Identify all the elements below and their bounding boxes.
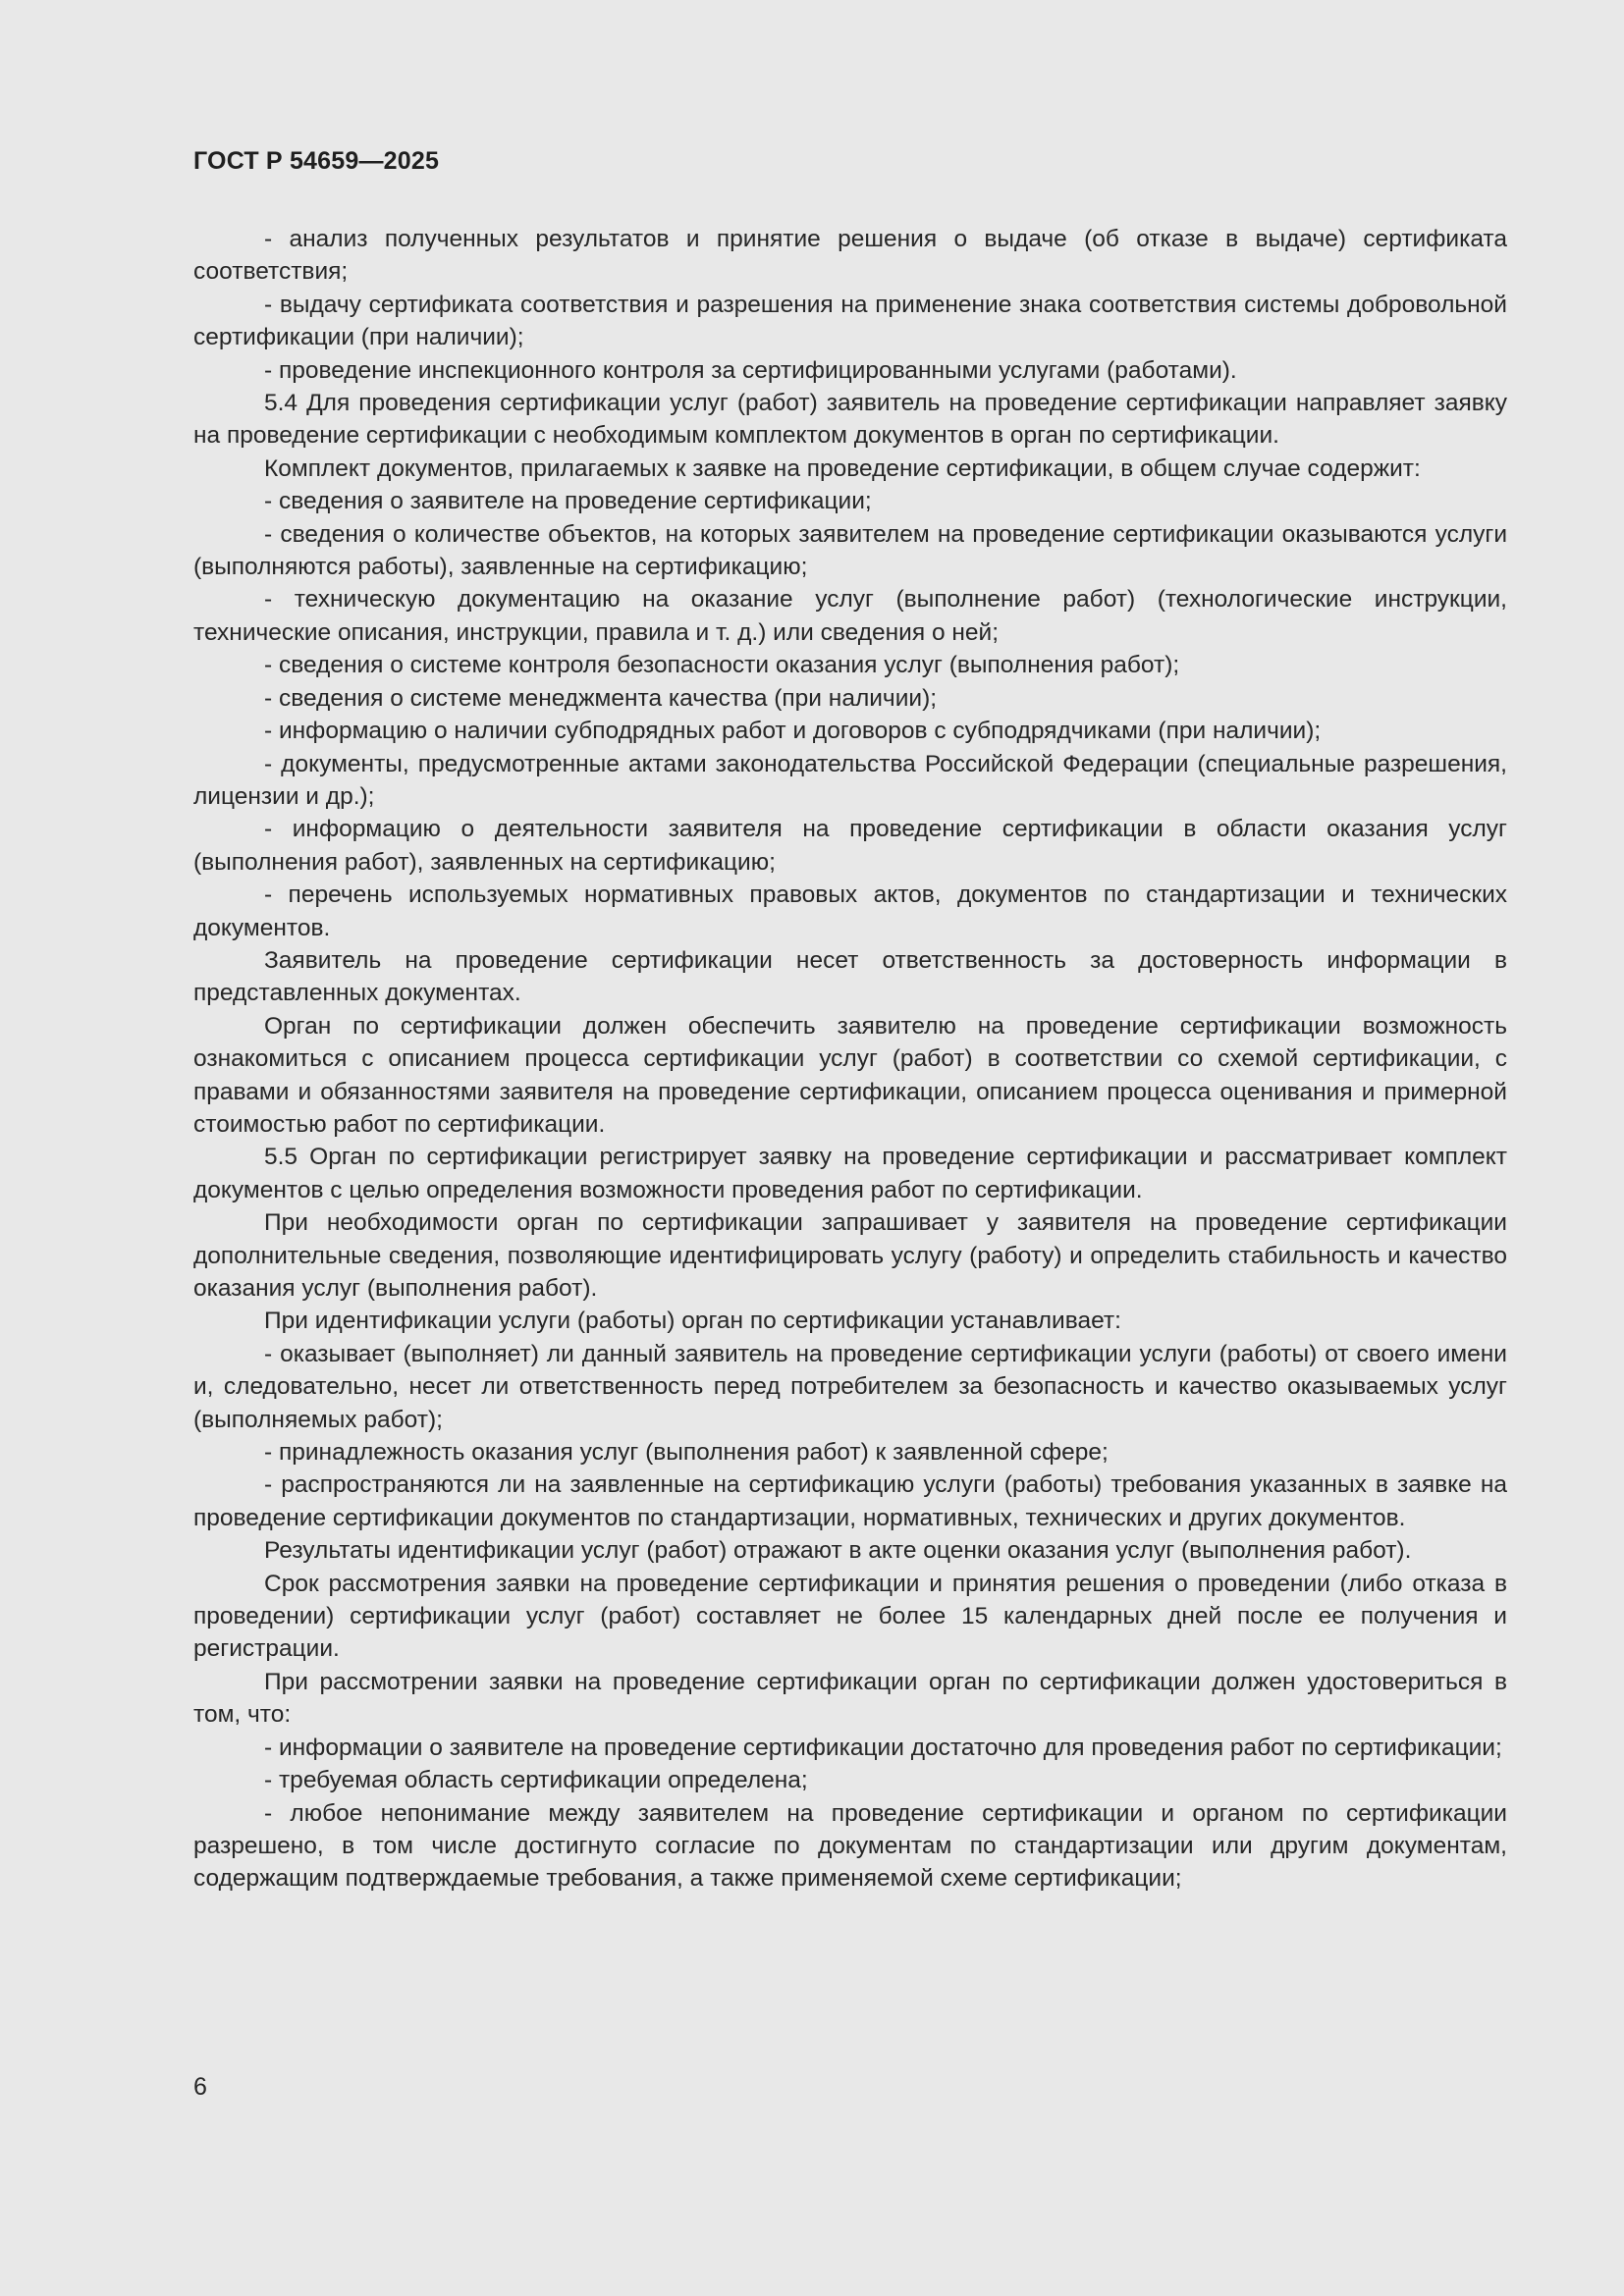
paragraph: - сведения о системе контроля безопасности оказания услуг (выполнения работ); — [264, 652, 1180, 679]
paragraph: - принадлежность оказания услуг (выполнения работ) к заявленной сфере; — [264, 1439, 1109, 1467]
paragraph: - перечень используемых нормативных правовых актов, документов по стандартизации и технических документов. — [193, 881, 1507, 941]
paragraph: 5.5 Орган по сертификации регистрирует заявку на проведение сертификации и рассматривает комплект документов с целью определения возможности проведения работ по сертификации. — [193, 1144, 1507, 1203]
paragraph: - требуемая область сертификации определена; — [264, 1767, 808, 1794]
paragraph: - выдачу сертификата соответствия и разрешения на применение знака соответствия системы добровольной сертификации (при наличии); — [193, 291, 1507, 351]
paragraph: Комплект документов, прилагаемых к заявке на проведение сертификации, в общем случае содержит: — [264, 454, 1421, 482]
paragraph: - анализ полученных результатов и принятие решения о выдаче (об отказе в выдаче) сертификата соответствия; — [193, 226, 1507, 286]
paragraph: При идентификации услуги (работы) орган по сертификации устанавливает: — [264, 1308, 1121, 1335]
paragraph: - оказывает (выполняет) ли данный заявитель на проведение сертификации услуги (работы) от своего имени и, следовательно, несет ли ответственность перед потребителем за безопасность и качество оказываемых услуг (выполняемых работ); — [193, 1340, 1507, 1433]
paragraph: - проведение инспекционного контроля за сертифицированными услугами (работами). — [264, 356, 1237, 384]
paragraph: При рассмотрении заявки на проведение сертификации орган по сертификации должен удостовериться в том, что: — [193, 1668, 1507, 1729]
paragraph: - сведения о количестве объектов, на которых заявителем на проведение сертификации оказываются услуги (выполняются работы), заявленные на сертификацию; — [193, 520, 1507, 581]
paragraph: - распространяются ли на заявленные на сертификацию услуги (работы) требования указанных в заявке на проведение сертификации документов по стандартизации, нормативных, технических и других документов. — [193, 1471, 1507, 1531]
paragraph: Заявитель на проведение сертификации несет ответственность за достоверность информации в представленных документах. — [193, 946, 1507, 1007]
paragraph: - сведения о заявителе на проведение сертификации; — [264, 488, 872, 515]
paragraph: Орган по сертификации должен обеспечить заявителю на проведение сертификации возможность ознакомиться с описанием процесса сертификации услуг (работ) в соответствии со схемой сертификации, с правами и обязанностями заявителя на проведение сертификации, описанием процесса оценивания и примерной стоимостью работ по сертификации. — [193, 1012, 1507, 1138]
document-body — [193, 223, 1507, 1896]
paragraph: Результаты идентификации услуг (работ) отражают в акте оценки оказания услуг (выполнения работ). — [264, 1537, 1412, 1565]
paragraph: - информацию о наличии субподрядных работ и договоров с субподрядчиками (при наличии); — [264, 718, 1322, 745]
paragraph: Срок рассмотрения заявки на проведение сертификации и принятия решения о проведении (либо отказа в проведении) сертификации услуг (работ) составляет не более 15 календарных дней после ее получения и регистрации. — [193, 1570, 1507, 1663]
paragraph: - документы, предусмотренные актами законодательства Российской Федерации (специальные разрешения, лицензии и др.); — [193, 750, 1507, 810]
page-number: 6 — [193, 2073, 207, 2101]
paragraph: - информацию о деятельности заявителя на проведение сертификации в области оказания услуг (выполнения работ), заявленных на сертификацию; — [193, 816, 1507, 876]
paragraph: При необходимости орган по сертификации запрашивает у заявителя на проведение сертификации дополнительные сведения, позволяющие идентифицировать услугу (работу) и определить стабильность и качество оказания услуг (выполнения работ). — [193, 1209, 1507, 1302]
paragraph: - любое непонимание между заявителем на проведение сертификации и органом по сертификации разрешено, в том числе достигнуто согласие по документам по стандартизации или другим документам, содержащим подтверждаемые требования, а также применяемой схеме сертификации; — [193, 1799, 1507, 1893]
document-code-header: ГОСТ Р 54659—2025 — [193, 147, 440, 175]
paragraph: 5.4 Для проведения сертификации услуг (работ) заявитель на проведение сертификации направляет заявку на проведение сертификации с необходимым комплектом документов в орган по сертификации. — [193, 390, 1507, 450]
paragraph: - информации о заявителе на проведение сертификации достаточно для проведения работ по сертификации; — [264, 1734, 1502, 1761]
paragraph: - техническую документацию на оказание услуг (выполнение работ) (технологические инструкции, технические описания, инструкции, правила и т. д.) или сведения о ней; — [193, 586, 1507, 646]
paragraph: - сведения о системе менеджмента качества (при наличии); — [264, 684, 938, 712]
